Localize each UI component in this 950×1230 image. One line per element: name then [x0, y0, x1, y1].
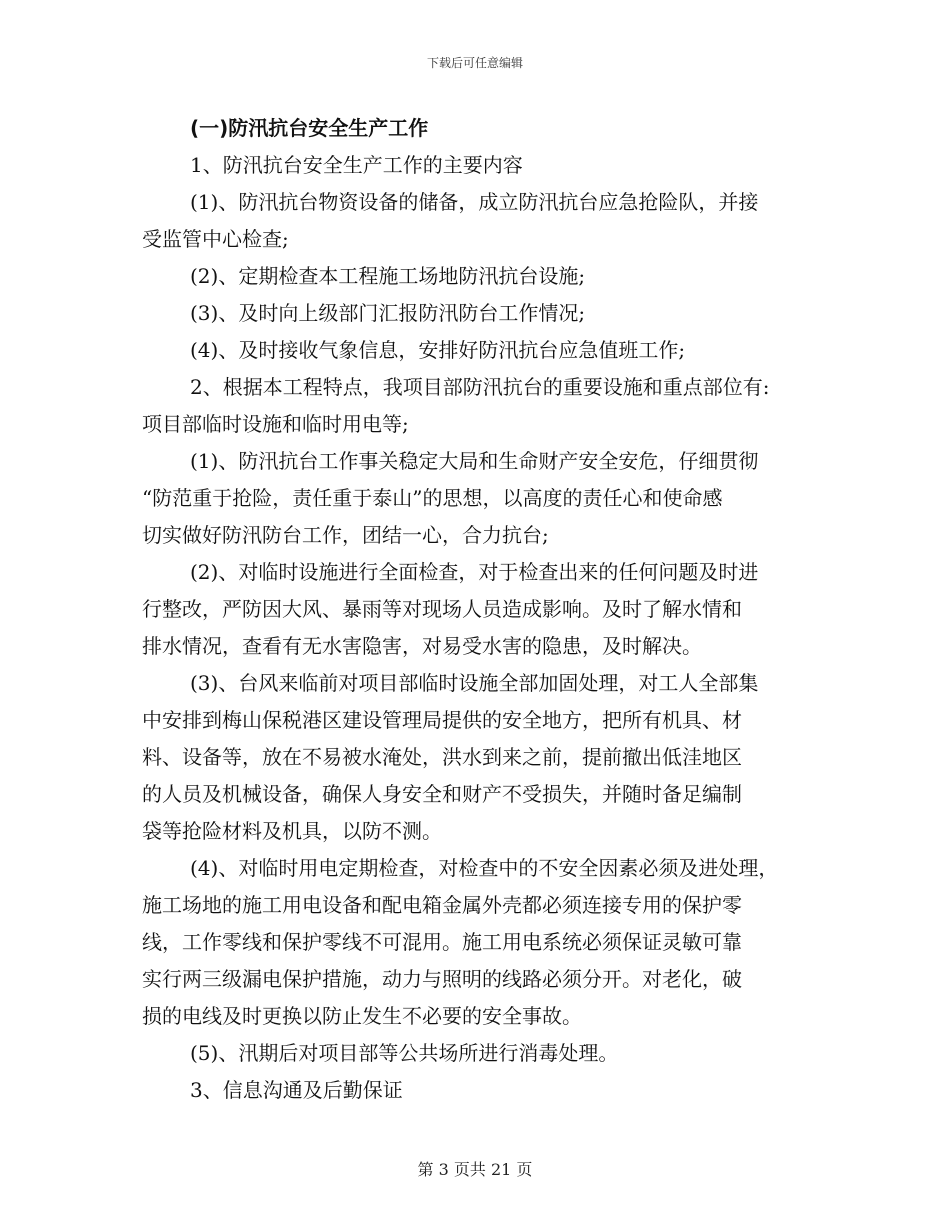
paragraph-line: (3)、及时向上级部门汇报防汛防台工作情况;	[190, 301, 586, 325]
paragraph-line: 受监管中心检查;	[142, 227, 289, 251]
paragraph-line: (1)、防汛抗台工作事关稳定大局和生命财产安全安危，仔细贯彻	[190, 449, 759, 473]
paragraph-line: (1)、防汛抗台物资设备的储备，成立防汛抗台应急抢险队，并接	[190, 190, 759, 214]
paragraph-line: 料、设备等，放在不易被水淹处，洪水到来之前，提前撤出低洼地区	[142, 745, 742, 769]
paragraph-line: 施工场地的施工用电设备和配电箱金属外壳都必须连接专用的保护零	[142, 893, 742, 917]
paragraph-line: 的人员及机械设备，确保人身安全和财产不受损失，并随时备足编制	[142, 782, 742, 806]
paragraph-line: 行整改，严防因大风、暴雨等对现场人员造成影响。及时了解水情和	[142, 597, 742, 621]
paragraph-line: 中安排到梅山保税港区建设管理局提供的安全地方，把所有机具、材	[142, 708, 742, 732]
paragraph-line: (4)、对临时用电定期检查，对检查中的不安全因素必须及进处理，	[190, 856, 779, 880]
paragraph-line: 线，工作零线和保护零线不可混用。施工用电系统必须保证灵敏可靠	[142, 930, 742, 954]
section-title: (一)防汛抗台安全生产工作	[190, 116, 429, 140]
paragraph-line: 袋等抢险材料及机具，以防不测。	[142, 819, 442, 843]
paragraph-line: (2)、定期检查本工程施工场地防汛抗台设施;	[190, 264, 586, 288]
paragraph-line: 项目部临时设施和临时用电等;	[142, 412, 409, 436]
paragraph-line: 损的电线及时更换以防止发生不必要的安全事故。	[142, 1004, 582, 1028]
paragraph-line: (5)、汛期后对项目部等公共场所进行消毒处理。	[190, 1041, 619, 1065]
paragraph-line: 1、防汛抗台安全生产工作的主要内容	[190, 153, 523, 177]
page-number: 第 3 页共 21 页	[417, 1160, 533, 1179]
paragraph-line: 实行两三级漏电保护措施，动力与照明的线路必须分开。对老化，破	[142, 967, 742, 991]
paragraph-line: (4)、及时接收气象信息，安排好防汛抗台应急值班工作;	[190, 338, 686, 362]
paragraph-line: 切实做好防汛防台工作，团结一心，合力抗台;	[142, 523, 549, 547]
page-header: 下载后可任意编辑	[426, 56, 523, 70]
paragraph-line: (2)、对临时设施进行全面检查，对于检查出来的任何问题及时进	[190, 560, 759, 584]
paragraph-line: 3、信息沟通及后勤保证	[190, 1078, 403, 1102]
paragraph-line: (3)、台风来临前对项目部临时设施全部加固处理，对工人全部集	[190, 671, 759, 695]
paragraph-line: 排水情况，查看有无水害隐害，对易受水害的隐患，及时解决。	[142, 634, 702, 658]
paragraph-line: 2、根据本工程特点，我项目部防汛抗台的重要设施和重点部位有:	[190, 375, 770, 399]
paragraph-line: “防范重于抢险，责任重于泰山”的思想，以高度的责任心和使命感	[142, 486, 723, 510]
